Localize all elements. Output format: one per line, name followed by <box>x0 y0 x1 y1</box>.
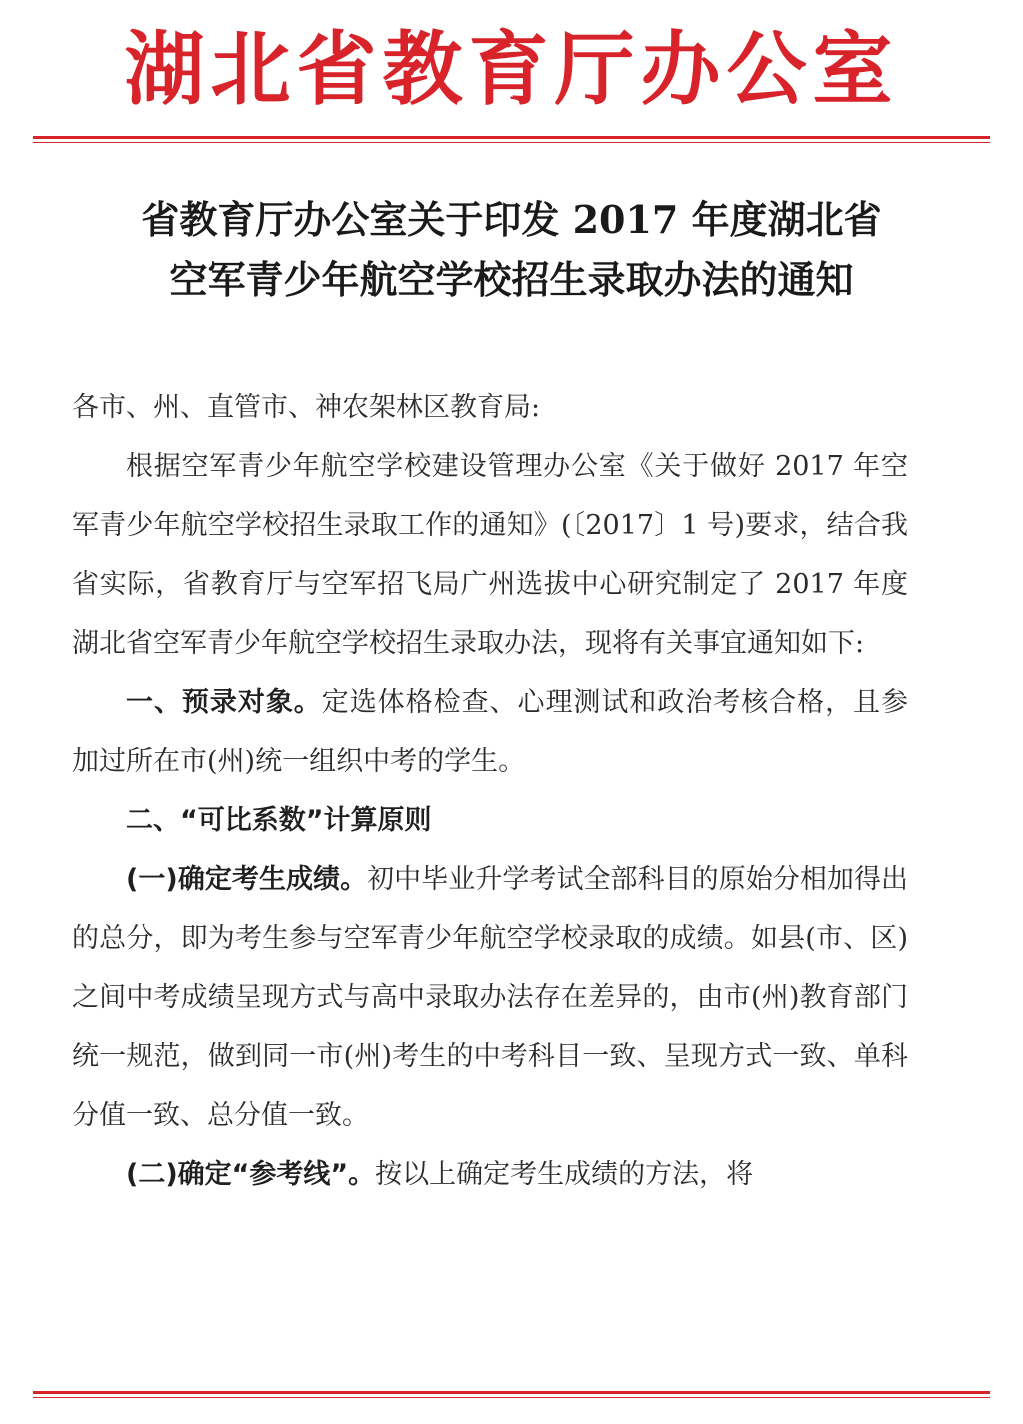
masthead: 湖北省教育厅办公室 <box>124 23 899 116</box>
subsection-2-text: 按以上确定考生成绩的方法，将 <box>375 1159 754 1190</box>
section-1-paragraph <box>72 673 908 791</box>
document-body <box>72 378 908 1204</box>
subsection-1-lead: (一)确定考生成绩。 <box>126 864 368 895</box>
subsection-2-paragraph <box>72 1145 908 1204</box>
document-title <box>60 190 963 310</box>
addressee: 各市、州、直管市、神农架林区教育局: <box>72 392 541 423</box>
title-line-1: 省教育厅办公室关于印发 2017 年度湖北省 <box>141 197 882 242</box>
section-1-text: 定选体格检查、心理测试和政治考核合格，且参加过所在市(州)统一组织中考的学生。 <box>72 687 909 777</box>
title-line-2: 空军青少年航空学校招生录取办法的通知 <box>169 257 854 302</box>
section-2-heading: 二、“可比系数”计算原则 <box>126 805 432 836</box>
section-1-lead: 一、预录对象。 <box>126 687 322 718</box>
subsection-2-lead: (二)确定“参考线”。 <box>126 1159 376 1190</box>
subsection-1-paragraph <box>72 850 908 1145</box>
footer-rule-thick <box>33 1391 990 1394</box>
intro-paragraph: 根据空军青少年航空学校建设管理办公室《关于做好 2017 年空军青少年航空学校招生录取工作的通知》(〔2017〕1 号)要求，结合我省实际，省教育厅与空军招飞局广州选拔中心研究制定了 2017 年度湖北省空军青少年航空学校招生录取办法，现将有关事宜通知如下: <box>72 451 908 659</box>
footer-rule-thin <box>33 1397 990 1398</box>
masthead-rule-thin <box>33 142 990 143</box>
masthead-rule-thick <box>33 136 990 139</box>
subsection-1-text: 初中毕业升学考试全部科目的原始分相加得出的总分，即为考生参与空军青少年航空学校录取的成绩。如县(市、区)之间中考成绩呈现方式与高中录取办法存在差异的，由市(州)教育部门统一规范，做到同一市(州)考生的中考科目一致、呈现方式一致、单科分值一致、总分值一致。 <box>72 864 908 1131</box>
